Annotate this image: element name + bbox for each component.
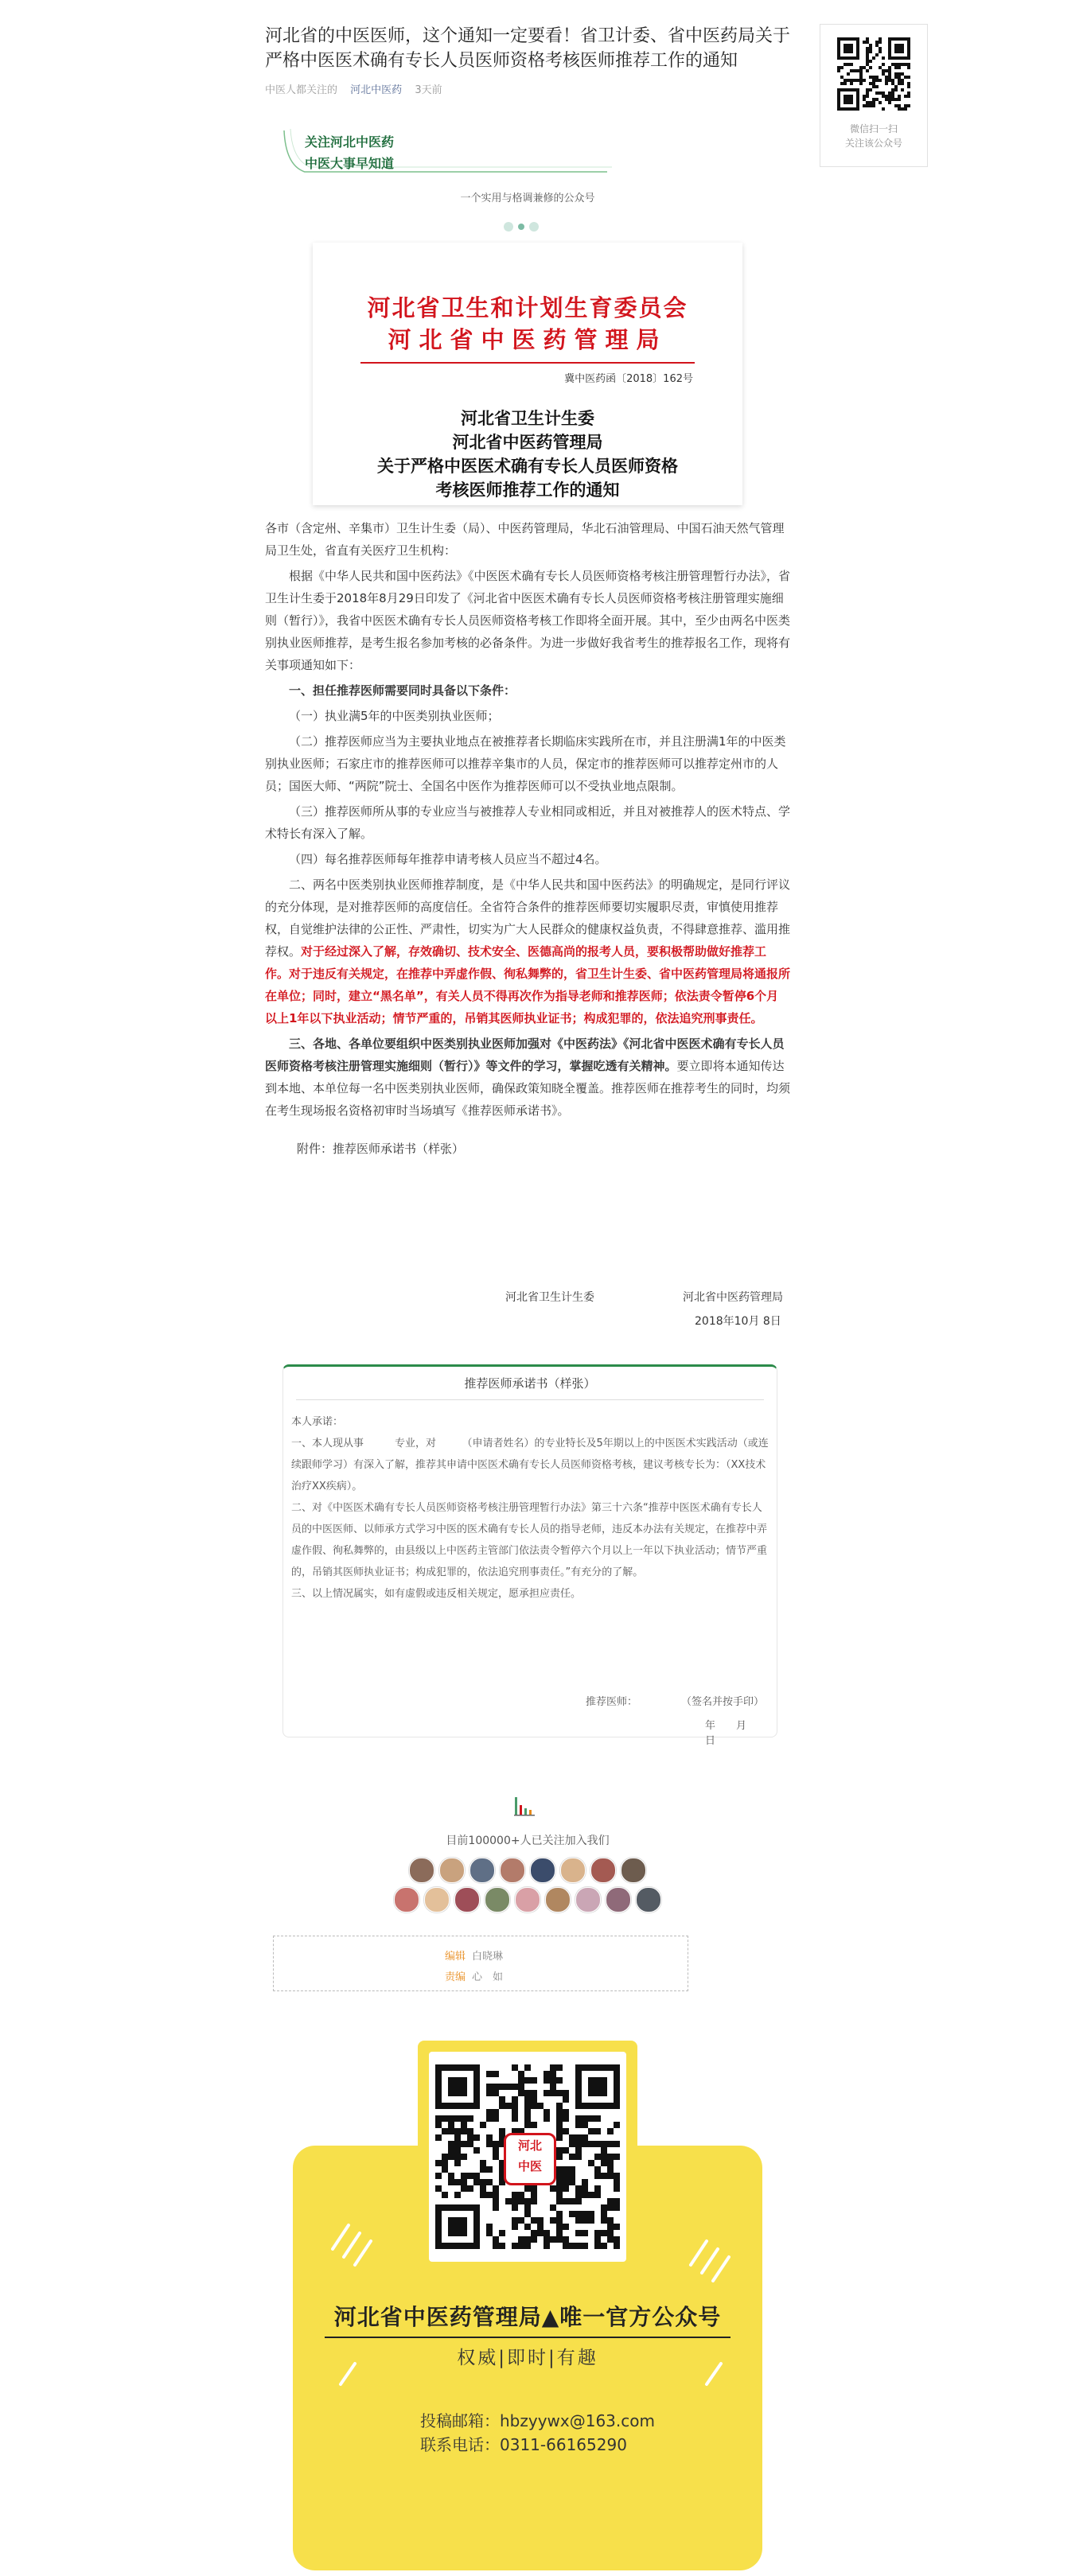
avatar — [454, 1887, 480, 1913]
document-heading-line: 河北省卫生计生委 — [461, 408, 594, 428]
red-divider — [360, 362, 695, 364]
avatar — [621, 1858, 646, 1883]
dot-active — [518, 224, 524, 230]
qr-caption-2: 关注该公众号 — [844, 138, 902, 149]
email-value[interactable]: hbzyywx@163.com — [500, 2411, 655, 2430]
phone-value: 0311-66165290 — [500, 2435, 627, 2454]
attachment-note: 附件：推荐医师承诺书（样张） — [297, 1142, 465, 1156]
condition-item: （三）推荐医师所从事的专业应当与被推荐人专业相同或相近，并且对被推荐人的医术特点、学术特长有深入了解。 — [265, 804, 791, 841]
fans-count: 目前100000+人已关注加入我们 — [446, 1835, 610, 1847]
official-document-header — [313, 243, 742, 505]
document-number: 冀中医药函〔2018〕162号 — [564, 373, 693, 385]
avatar — [606, 1887, 631, 1913]
promo-qr-frame — [418, 2041, 637, 2273]
badge-line-2: 中医 — [517, 2159, 542, 2173]
dot — [504, 222, 513, 232]
avatar — [394, 1887, 419, 1913]
article-meta — [265, 81, 790, 96]
promo-title-underline — [325, 2337, 731, 2338]
document-org-2: 河北省中医药管理局 — [388, 326, 668, 353]
promo-tagline: 权威|即时|有趣 — [457, 2348, 598, 2368]
avatar — [636, 1887, 661, 1913]
promo-phone-row — [420, 2432, 627, 2455]
avatar — [500, 1858, 525, 1883]
document-org-1: 河北省卫生和计划生育委员会 — [367, 294, 688, 321]
avatar — [545, 1887, 571, 1913]
avatar — [560, 1858, 586, 1883]
editor-row — [445, 1948, 503, 1963]
pledge-clause: 三、以上情况属实，如有虚假或违反相关规定，愿承担应责任。 — [291, 1588, 582, 1600]
qr-code-icon — [837, 37, 910, 111]
section-1-heading: 一、担任推荐医师需要同时具备以下条件： — [289, 683, 516, 698]
avatar-row — [265, 1858, 790, 1886]
article-title: 河北省的中医医师，这个通知一定要看！省卫计委、省中医药局关于严格中医医术确有专长人员医师资格考核医师推荐工作的通知 — [265, 26, 791, 71]
intro-paragraph: 根据《中华人民共和国中医药法》《中医医术确有专长人员医师资格考核注册管理暂行办法》，省卫生计生委于2018年8月29日印发了《河北省中医医术确有专长人员医师资格考核注册管理实施细则（暂行）》，我省中医医术确有专长人员医师资格考核工作即将全面开展。其中，至少由两名中医类别执业医师推荐，是考生报名参加考核的必备条件。为进一步做好我省考生的推荐报名工作，现将有关事项通知如下： — [265, 569, 791, 672]
document-heading-line: 考核医师推荐工作的通知 — [435, 480, 620, 500]
banner-line-1: 关注河北中医药 — [305, 134, 395, 150]
dot — [529, 222, 539, 232]
signature-org-2: 河北省中医药管理局 — [683, 1291, 783, 1304]
side-qr-card — [820, 24, 928, 167]
pledge-date-line: 年 月 日 — [705, 1720, 768, 1747]
account-name-link[interactable]: 河北中医药 — [350, 84, 403, 96]
editor-name: 白晓琳 — [472, 1951, 504, 1963]
editor-credits — [273, 1936, 688, 1991]
promo-title: 河北省中医药管理局▲唯一官方公众号 — [333, 2304, 722, 2330]
review-label: 责编 — [445, 1971, 466, 1983]
avatar — [575, 1887, 601, 1913]
qr-logo-badge — [504, 2133, 556, 2185]
avatar — [439, 1858, 465, 1883]
promo-email-row — [420, 2408, 655, 2431]
phone-label: 联系电话： — [420, 2435, 500, 2454]
avatar — [424, 1887, 450, 1913]
pledge-clause: 一、本人现从事 专业，对 （申请者姓名）的专业特长及5年期以上的中医医术实践活动（或连续跟师学习）有深入了解，推荐其申请中医医术确有专长人员医师资格考核，建议考核专长为：（XX技术治疗XX疾病）。 — [291, 1438, 769, 1492]
avatar — [590, 1858, 616, 1883]
avatar — [515, 1887, 540, 1913]
meta-prefix: 中医人都关注的 — [265, 84, 338, 96]
banner-line-2: 中医大事早知道 — [305, 156, 395, 171]
signature-date: 2018年10月 8日 — [695, 1315, 781, 1328]
avatar-row — [265, 1887, 790, 1916]
avatar — [469, 1858, 495, 1883]
editor-label: 编辑 — [445, 1951, 466, 1963]
avatar — [485, 1887, 510, 1913]
condition-item: （一）执业满5年的中医类别执业医师； — [289, 709, 500, 723]
avatar — [409, 1858, 434, 1883]
addressee: 各市（含定州、辛集市）卫生计生委（局）、中医药管理局，华北石油管理局、中国石油天然气管理局卫生处，省直有关医疗卫生机构： — [265, 521, 785, 558]
promo-qr-inner — [429, 2052, 626, 2262]
document-heading-line: 河北省中医药管理局 — [452, 432, 603, 452]
pledge-sign-label: 推荐医师： — [586, 1696, 638, 1708]
promo-card — [293, 2041, 762, 2570]
post-age: 3天前 — [415, 84, 442, 96]
section-3-paragraph — [265, 1033, 790, 1122]
section-2-warning: 对于经过深入了解，存效确切、技术安全、医德高尚的报考人员，要积极帮助做好推荐工作。对于违反有关规定，在推荐中弄虚作假、徇私舞弊的，省卫生计生委、省中医药管理局将通报所在单位；同时，建立“黑名单”，有关人员不得再次作为指导老师和推荐医师；依法责令暂停6个月以上1年以下执业活动；情节严重的，吊销其医师执业证书；构成犯罪的，依法追究刑事责任。 — [265, 944, 791, 1025]
avatar — [530, 1858, 555, 1883]
condition-item: （四）每名推荐医师每年推荐申请考核人员应当不超过4名。 — [289, 852, 607, 866]
pledge-title: 推荐医师承诺书（样张） — [464, 1376, 596, 1391]
section-2-paragraph — [265, 874, 790, 1029]
document-heading-line: 关于严格中医医术确有专长人员医师资格 — [377, 456, 678, 476]
slide-dots — [501, 220, 541, 235]
section-3-bold: 三、各地、各单位要组织中医类别执业医师加强对《中医药法》《河北省中医医术确有专长人员医师资格考核注册管理实施细则（暂行）》等文件的学习，掌握吃透有关精神。 — [265, 1037, 785, 1073]
follow-banner — [281, 127, 615, 181]
pledge-body — [283, 1400, 777, 1605]
slogan: 一个实用与格调兼修的公众号 — [460, 193, 595, 204]
pledge-salutation: 本人承诺： — [291, 1416, 344, 1428]
article-header — [265, 0, 790, 96]
bar-chart-icon — [513, 1794, 537, 1818]
section-3-text: 要立即将本通知传达到本地、本单位每一名中医类别执业医师，确保政策知晓全覆盖。推荐医师在推荐考生的同时，均须在考生现场报名资格初审时当场填写《推荐医师承诺书》。 — [265, 1059, 791, 1118]
signature-org-1: 河北省卫生计生委 — [505, 1291, 594, 1304]
pledge-form — [282, 1364, 777, 1747]
review-name: 心 如 — [472, 1971, 504, 1983]
article-body — [265, 517, 790, 1163]
email-label: 投稿邮箱： — [420, 2411, 500, 2430]
badge-line-1: 河北 — [517, 2138, 542, 2153]
review-row — [445, 1968, 503, 1983]
pledge-clause: 二、对《中医医术确有专长人员医师资格考核注册管理暂行办法》第三十六条“推荐中医医术确有专长人员的中医医师、以师承方式学习中医的医术确有专长人员的指导老师，违反本办法有关规定，在推荐中弄虚作假、徇私舞弊的，由县级以上中医药主管部门依法责令暂停六个月以上一年以下执业活动；情节严重的，吊销其医师执业证书；构成犯罪的，依法追究刑事责任。”有充分的了解。 — [291, 1502, 768, 1578]
condition-item: （二）推荐医师应当为主要执业地点在被推荐者长期临床实践所在市，并且注册满1年的中医类别执业医师；石家庄市的推荐医师可以推荐辛集市的人员，保定市的推荐医师可以推荐定州市的人员；国医大师、“两院”院士、全国名中医作为推荐医师可以不受执业地点限制。 — [265, 734, 786, 793]
section-2-text: 二、两名中医类别执业医师推荐制度，是《中华人民共和国中医药法》的明确规定，是同行评议的充分体现，是对推荐医师的高度信任。全省符合条件的推荐医师要切实履职尽责，审慎使用推荐权，自觉维护法律的公正性、严肃性，切实为广大人民群众的健康权益负责，不得肆意推荐、滥用推荐权。 — [265, 877, 791, 959]
qr-caption-1: 微信扫一扫 — [849, 123, 898, 134]
pledge-sign-note: （签名并按手印） — [681, 1696, 765, 1708]
